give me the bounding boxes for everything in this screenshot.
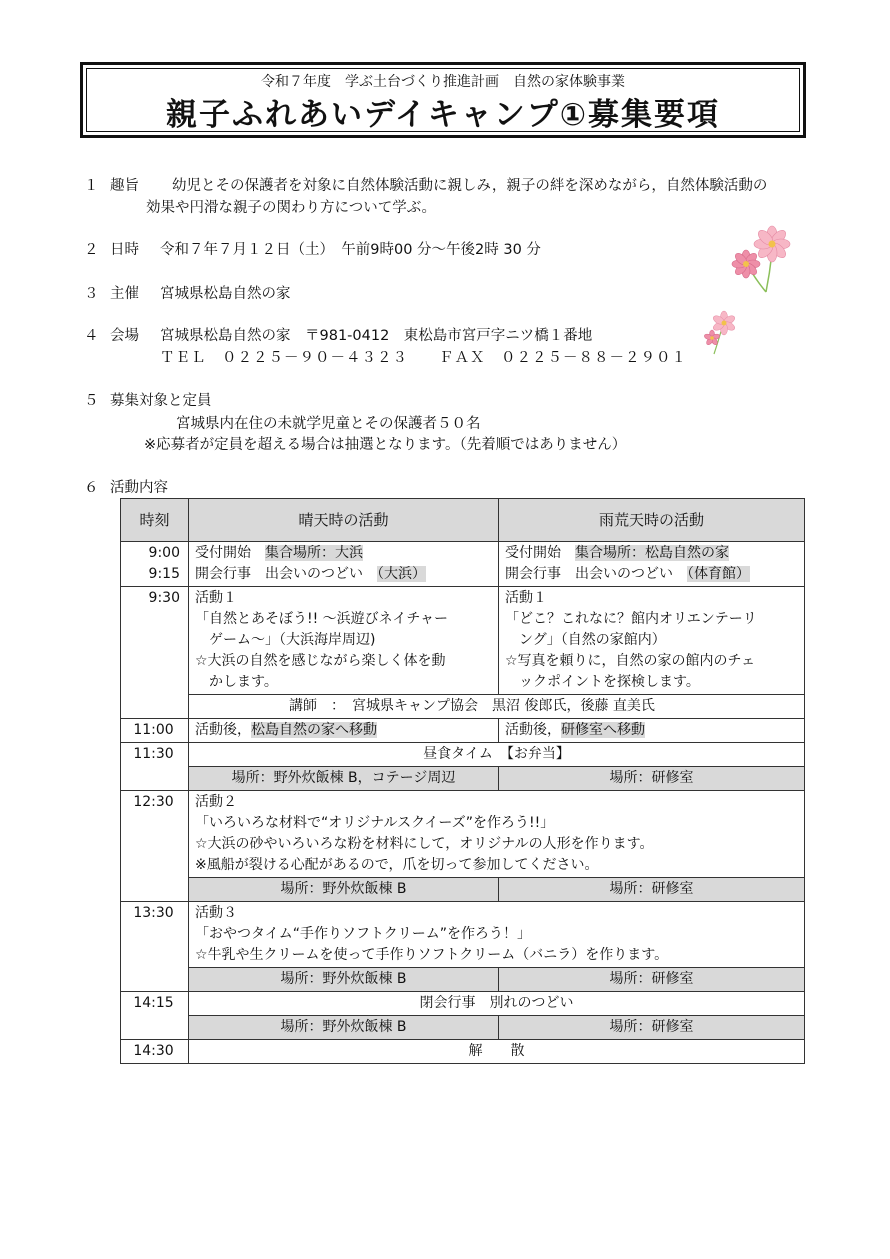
activity2-l3: ※風船が裂ける心配があるので，爪を切って参加してください。	[195, 857, 599, 873]
fine-activity1-l4: かします。	[209, 674, 278, 690]
fine-activity1	[189, 587, 499, 695]
table-row	[121, 1016, 805, 1040]
fine-move-dest: 松島自然の家へ移動	[251, 722, 377, 738]
fine-activity1-l2: ゲーム～」（大浜海岸周辺)	[209, 632, 376, 648]
activity3-l2: ☆牛乳や生クリームを使って手作りソフトクリーム（バニラ）を作ります。	[195, 947, 669, 963]
table-row	[121, 587, 805, 695]
schedule-table	[120, 498, 805, 1064]
table-row	[121, 878, 805, 902]
time-1130: 11:30	[121, 743, 189, 791]
activity3-l1: 「おやつタイム“手作りソフトクリーム”を作ろう！」	[195, 926, 531, 942]
table-row	[121, 767, 805, 791]
time-1430: 14:30	[121, 1040, 189, 1064]
section-5-label: 募集対象と定員	[110, 393, 212, 409]
section-2-label: 日時	[110, 242, 139, 258]
section-4-num: ４	[84, 328, 99, 344]
table-row	[121, 791, 805, 878]
activity2-title: 活動２	[195, 794, 237, 810]
fine-reception: 受付開始	[195, 545, 251, 561]
section-2-text: 令和７年７月１２日（土） 午前9時00 分～午後2時 30 分	[160, 242, 541, 258]
fine-activity1-l1: 「自然とあそぼう!! ～浜遊びネイチャー	[195, 611, 448, 627]
activity2-l1: 「いろいろな材料で“オリジナルスクイーズ”を作ろう!!」	[195, 815, 555, 831]
fine-move-text: 活動後，	[195, 722, 251, 738]
activity2-fine-place: 場所：野外炊飯棟 B	[189, 878, 499, 902]
table-row	[121, 695, 805, 719]
section-4-label: 会場	[110, 328, 139, 344]
section-1-num: １	[84, 178, 99, 194]
rain-move-text: 活動後，	[505, 722, 561, 738]
table-row	[121, 743, 805, 767]
time-0900: 9:00	[148, 545, 180, 561]
table-row	[121, 992, 805, 1016]
rain-reception: 受付開始	[505, 545, 561, 561]
time-0930: 9:30	[121, 587, 189, 719]
section-5-line2: ※応募者が定員を超える場合は抽選となります。（先着順ではありません）	[144, 437, 627, 453]
rain-activity1-l2: ング」（自然の家館内）	[519, 632, 666, 648]
section-1-line2: 効果や円滑な親子の関わり方について学ぶ。	[146, 200, 436, 216]
rain-opening: 開会行事 出会いのつどい	[505, 566, 673, 582]
subtitle: 令和７年度 学ぶ土台づくり推進計画 自然の家体験事業	[261, 74, 625, 90]
section-6-num: ６	[84, 480, 99, 496]
activity3-cell	[189, 902, 805, 968]
lunch-rain-place: 場所：研修室	[499, 767, 805, 791]
fine-opening: 開会行事 出会いのつどい	[195, 566, 363, 582]
section-4-line2: ＴＥＬ ０２２５－９０－４３２３ ＦＡＸ ０２２５－８８－２９０１	[160, 350, 687, 366]
fine-activity1-l3: ☆大浜の自然を感じながら楽しく体を動	[195, 653, 446, 669]
rain-opening-place: （体育館）	[687, 566, 750, 582]
activity2-rain-place: 場所：研修室	[499, 878, 805, 902]
flower-decoration-small	[700, 310, 740, 356]
section-5-num: ５	[84, 393, 99, 409]
rain-activity1-title: 活動１	[505, 590, 547, 606]
rain-activity1-l1: 「どこ？これなに？館内オリエンテーリ	[505, 611, 757, 627]
page-title: 親子ふれあいデイキャンプ①募集要項	[165, 97, 721, 133]
closing-fine-place: 場所：野外炊飯棟 B	[189, 1016, 499, 1040]
table-row	[121, 968, 805, 992]
fine-meeting-place: 集合場所：大浜	[265, 545, 363, 561]
header-time: 時刻	[121, 499, 189, 542]
lunch-fine-place: 場所：野外炊飯棟 B，コテージ周辺	[189, 767, 499, 791]
title-box	[80, 62, 806, 138]
table-header-row	[121, 499, 805, 542]
table-row	[121, 1040, 805, 1064]
rain-move-dest: 研修室へ移動	[561, 722, 645, 738]
rain-activity1	[499, 587, 805, 695]
header-fine: 晴天時の活動	[189, 499, 499, 542]
activity3-rain-place: 場所：研修室	[499, 968, 805, 992]
activity3-title: 活動３	[195, 905, 237, 921]
time-1330: 13:30	[121, 902, 189, 992]
fine-move	[189, 719, 499, 743]
time-1100: 11:00	[121, 719, 189, 743]
rain-meeting-place: 集合場所：松島自然の家	[575, 545, 729, 561]
activity2-l2: ☆大浜の砂やいろいろな粉を材料にして，オリジナルの人形を作ります。	[195, 836, 654, 852]
dismissal-cell: 解 散	[189, 1040, 805, 1064]
fine-cell	[189, 542, 499, 587]
time-0915: 9:15	[148, 566, 180, 582]
time-1230: 12:30	[121, 791, 189, 902]
section-1-line1: 幼児とその保護者を対象に自然体験活動に親しみ，親子の絆を深めながら，自然体験活動の	[172, 178, 768, 194]
closing-rain-place: 場所：研修室	[499, 1016, 805, 1040]
table-row	[121, 542, 805, 587]
section-5-line1: 宮城県内在住の未就学児童とその保護者５０名	[176, 416, 481, 432]
flower-decoration-large	[726, 222, 796, 294]
time-1415: 14:15	[121, 992, 189, 1040]
rain-move	[499, 719, 805, 743]
section-2-num: ２	[84, 242, 99, 258]
section-4-line1: 宮城県松島自然の家 〒981-0412 東松島市宮戸字ニツ橋１番地	[160, 328, 593, 344]
fine-activity1-title: 活動１	[195, 590, 237, 606]
section-3-label: 主催	[110, 286, 139, 302]
section-1-label: 趣旨	[110, 178, 139, 194]
instructor-cell: 講師 ： 宮城県キャンプ協会 黒沼 俊郎氏，後藤 直美氏	[189, 695, 805, 719]
rain-activity1-l4: ックポイントを探検します。	[519, 674, 700, 690]
time-cell	[121, 542, 189, 587]
lunch-cell: 昼食タイム 【お弁当】	[189, 743, 805, 767]
table-row	[121, 902, 805, 968]
rain-activity1-l3: ☆写真を頼りに，自然の家の館内のチェ	[505, 653, 756, 669]
activity2-cell	[189, 791, 805, 878]
activity3-fine-place: 場所：野外炊飯棟 B	[189, 968, 499, 992]
fine-opening-place: （大浜）	[377, 566, 426, 582]
table-row	[121, 719, 805, 743]
section-3-text: 宮城県松島自然の家	[160, 286, 291, 302]
section-6-label: 活動内容	[110, 480, 168, 496]
closing-cell: 閉会行事 別れのつどい	[189, 992, 805, 1016]
section-3-num: ３	[84, 286, 99, 302]
rain-cell	[499, 542, 805, 587]
header-rain: 雨荒天時の活動	[499, 499, 805, 542]
